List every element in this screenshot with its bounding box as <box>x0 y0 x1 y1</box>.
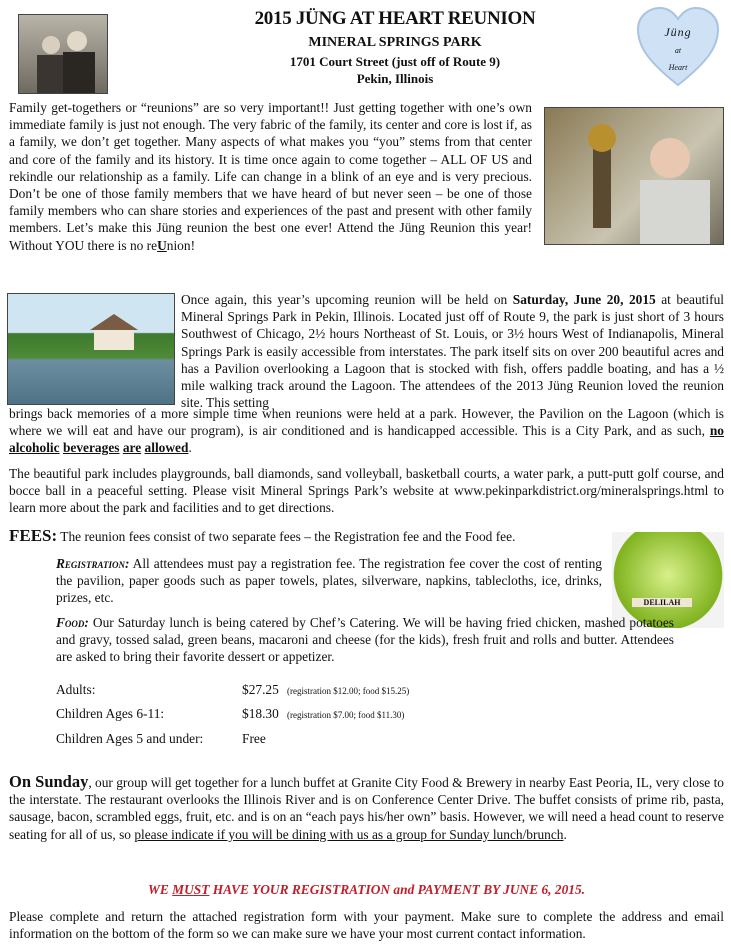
fee-row-children-6-11 <box>56 706 676 729</box>
food-label: Food: <box>56 615 89 630</box>
fees-label: FEES: <box>9 526 58 545</box>
fee-price: $18.30 <box>242 706 279 721</box>
intro-text-end: nion! <box>166 237 196 253</box>
fee-label: Children Ages 6-11: <box>56 706 165 721</box>
no-word: no <box>709 423 724 439</box>
period: . <box>188 440 192 456</box>
sunday-text: , our group will get together for a lunch buffet at Granite City Food & Brewery in nearby East Peoria, IL, very close to the interstate. The restaurant overlooks the Illinois River and is on Conference Center Drive. The buffet consists of prime rib, pasta, sausage, bacon, scrambled eggs, fruit, etc. and is on an “each pays his/her own” basis. However, we will need a head count to reserve seating for all of us, so <box>9 775 724 842</box>
heart-logo <box>636 5 720 89</box>
food-paragraph <box>56 614 674 666</box>
couple-photo <box>18 14 108 94</box>
address-line: 1701 Court Street (just off of Route 9) <box>289 54 501 69</box>
fee-label: Children Ages 5 and under: <box>56 731 204 746</box>
paperweight-name: DELILAH <box>632 598 692 607</box>
heart-word: Jüng <box>664 25 692 39</box>
man-trophy-photo <box>544 107 724 245</box>
heart-heart: Heart <box>668 63 688 72</box>
registration-text: All attendees must pay a registration fee. The registration fee cover the cost of renting the pavilion, paper goods such as paper towels, plates, silverware, napkins, tablecloths, ice, drinks, prizes, etc. <box>56 556 602 606</box>
park-lagoon-photo <box>7 293 175 405</box>
couple-photo-figures <box>19 15 108 94</box>
closing-paragraph: Please complete and return the attached registration form with your payment. Make sure to complete the address and email information on the bottom of the form so we can make sure we have your most current contact information. <box>9 909 724 942</box>
deadline-must: MUST <box>172 882 210 897</box>
deadline-notice <box>9 882 724 898</box>
man-trophy-figures <box>545 108 724 245</box>
city-line: Pekin, Illinois <box>356 71 434 86</box>
registration-paragraph <box>56 555 602 607</box>
alcoholic-word: alcoholic <box>9 440 60 456</box>
heart-at: at <box>674 46 682 55</box>
intro-text: Family get-togethers or “reunions” are so very important!! Just getting together with one’s own immediate family is just not enough. The very fabric of the family, its center and core is lost if, as a family, we don’t get together. Many aspects of what makes you “you” stems from that center and core of the family and its history. It is time once again to come together – ALL OF US and rekindle our relationship as a family. Life can change in a blink of an eye and is very precious. Don’t be one of those family members that we have heard of but never seen – be one of those family members who can share stories and experiences of the past and present with other family members. Let’s make this Jüng reunion the best one ever! Attend the Jüng Reunion this year! Without YOU there is no re <box>9 100 532 253</box>
fee-detail: (registration $7.00; food $11.30) <box>287 710 405 720</box>
page-title: 2015 JÜNG AT HEART REUNION <box>254 8 536 29</box>
location-text-3: brings back memories of a more simple time when reunions were held at a park. However, the Pavilion on the Lagoon (which is where we will eat and have our program), is air conditioned and is handicapped accessible. This is a City Park, and as such, <box>9 406 724 439</box>
sunday-request: please indicate if you will be dining with us as a group for Sunday lunch/brunch <box>134 826 564 842</box>
location-text-2: at beautiful Mineral Springs Park in Pekin, Illinois. Located just off of Route 9, the park is just short of 3 hours Southwest of Chicago, 2½ hours Northeast of St. Louis, or 3½ hours West of Indianapolis, Mineral Springs Park is easily accessible from interstates. The park itself sits on over 200 beautiful acres and has a Pavilion overlooking a Lagoon that is stocked with fish, offers paddle boating, and has a ½ mile walking track around the Lagoon. The attendees of the 2013 Jüng Reunion loved the reunion site. This setting <box>181 292 724 411</box>
sunday-lead: On Sunday <box>9 772 89 791</box>
reunion-date: Saturday, June 20, 2015 <box>512 292 656 307</box>
sunday-paragraph <box>9 773 724 843</box>
fee-price: Free <box>242 731 266 746</box>
registration-label: Registration: <box>56 556 130 571</box>
fees-heading-line <box>9 526 609 546</box>
food-text: Our Saturday lunch is being catered by Chef’s Catering. We will be having fried chicken, mashed potatoes and gravy, tossed salad, green beans, macaroni and cheese (for the kids), fresh fruit and rolls and butter. Attendees are asked to bring their favorite dessert or appetizer. <box>56 615 674 665</box>
fee-price: $27.25 <box>242 682 279 697</box>
pavilion-shape <box>8 294 175 405</box>
location-text: Once again, this year’s upcoming reunion will be held on <box>181 292 513 307</box>
fee-detail: (registration $12.00; food $15.25) <box>287 686 410 696</box>
fees-intro: The reunion fees consist of two separate fees – the Registration fee and the Food fee. <box>57 529 516 544</box>
intro-paragraph <box>9 99 532 254</box>
deadline-we: WE <box>147 882 169 897</box>
sunday-end: . <box>563 826 567 842</box>
are-word: are <box>122 440 142 456</box>
fee-label: Adults: <box>56 682 96 697</box>
allowed-word: allowed <box>144 440 189 456</box>
park-name: MINERAL SPRINGS PARK <box>308 35 482 50</box>
fee-row-children-under-5 <box>56 731 676 754</box>
location-paragraph-bottom <box>9 405 724 457</box>
beverages-word: beverages <box>62 440 120 456</box>
park-info-paragraph: The beautiful park includes playgrounds, ball diamonds, sand volleyball, basketball courts, a water park, a putt-putt golf course, and bocce ball in a peaceful setting. Please visit Mineral Springs Park’s website at www.pekinparkdistrict.org/mineralsprings.html to learn more about the park and facilities and to get directions. <box>9 466 724 516</box>
location-paragraph-top <box>181 291 724 411</box>
intro-u: U <box>157 237 167 253</box>
deadline-text: HAVE YOUR REGISTRATION and PAYMENT BY JUNE 6, 2015. <box>209 882 586 897</box>
fee-row-adults <box>56 682 676 705</box>
